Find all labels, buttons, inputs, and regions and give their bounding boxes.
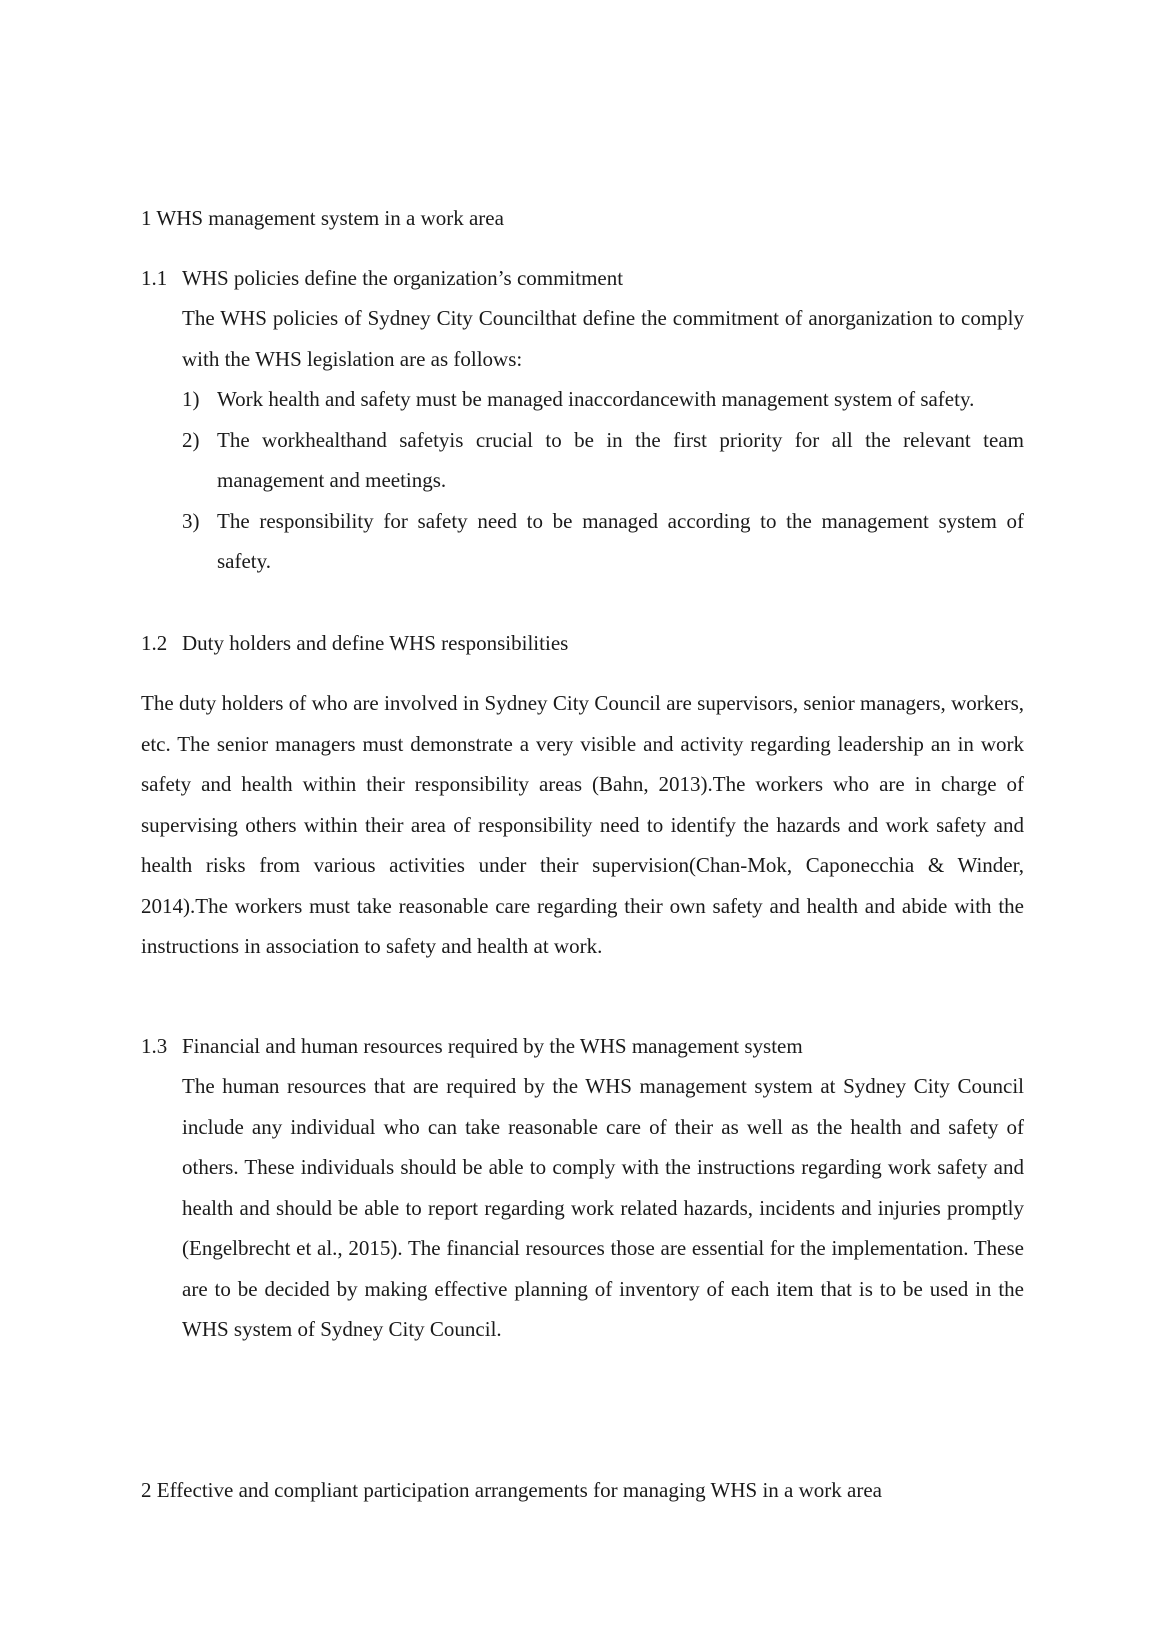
subsection-1-2-heading xyxy=(141,629,568,657)
list-item-text: The workhealthand safetyis crucial to be in the first priority for all the relevant team management and meetings. xyxy=(217,427,1024,492)
section-1-heading: 1 WHS management system in a work area xyxy=(141,206,504,230)
subsection-1-3-heading xyxy=(141,1032,803,1060)
list-item xyxy=(182,420,1024,501)
subsection-number: 1.3 xyxy=(141,1034,168,1058)
policies-list xyxy=(182,379,1024,582)
section-2-heading: 2 Effective and compliant participation arrangements for managing WHS in a work area xyxy=(141,1478,882,1502)
list-item xyxy=(182,379,1024,420)
duty-holders-paragraph: The duty holders of who are involved in Sydney City Council are supervisors, senior managers, workers, etc. The senior managers must demonstrate a very visible and activity regarding leadership an in work safety and health within their responsibility areas (Bahn, 2013).The workers who are in charge of supervising others within their area of responsibility need to identify the hazards and work safety and health risks from various activities under their supervision(Chan-Mok, Caponecchia & Winder, 2014).The workers must take reasonable care regarding their own safety and health and abide with the instructions in association to safety and health at work. xyxy=(141,691,1024,958)
policies-intro-paragraph: The WHS policies of Sydney City Councilthat define the commitment of anorganization to comply with the WHS legislation are as follows: xyxy=(182,306,1024,371)
list-marker: 1) xyxy=(182,387,200,411)
list-item xyxy=(182,501,1024,582)
list-item-text: Work health and safety must be managed inaccordancewith management system of safety. xyxy=(217,387,975,411)
subsection-title: Financial and human resources required by the WHS management system xyxy=(182,1034,803,1058)
subsection-number: 1.2 xyxy=(141,631,168,655)
subsection-number: 1.1 xyxy=(141,266,168,290)
list-marker: 3) xyxy=(182,508,200,533)
resources-paragraph: The human resources that are required by the WHS management system at Sydney City Council include any individual who can take reasonable care of their as well as the health and safety of others. These individuals should be able to comply with the instructions regarding work safety and health and should be able to report regarding work related hazards, incidents and injuries promptly (Engelbrecht et al., 2015). The financial resources those are essential for the implementation. These are to be decided by making effective planning of inventory of each item that is to be used in the WHS system of Sydney City Council. xyxy=(182,1074,1024,1341)
list-item-text: The responsibility for safety need to be managed according to the management system of safety. xyxy=(217,508,1024,573)
subsection-title: Duty holders and define WHS responsibilities xyxy=(182,631,569,655)
list-marker: 2) xyxy=(182,427,200,452)
subsection-1-1-heading xyxy=(141,264,623,292)
subsection-title: WHS policies define the organization’s commitment xyxy=(182,266,624,290)
